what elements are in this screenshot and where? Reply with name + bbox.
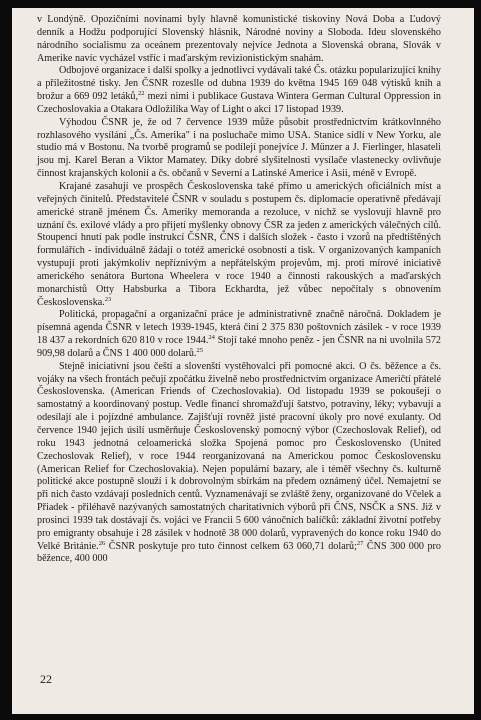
paragraph: Politická, propagační a organizační práce je administrativně značně náročná. Dokladem je písemná agenda ČSNR v letech 1939-1945, která činí 2 375 830 poštovních zásilek - v roce 1939 18 437 a rekordních 620 810 v roce 1944.24 Stojí také mnoho peněz - jen ČSNR na ni uvolnila 572 909,98 dolarů a ČNS 1 400 000 dolarů.$^{25}$ <box>37 309 441 359</box>
page-number: 22 <box>40 672 52 686</box>
footnote-ref: 26 <box>98 539 106 547</box>
footnote-ref: 23 <box>104 295 112 303</box>
body-text <box>37 14 441 566</box>
paragraph: Výhodou ČSNR je, že od 7 července 1939 může působit prostřednictvím krátkovlnného rozhlasového vysílání „Čs. Amerika" i na posluchače mimo USA. Stanice sídlí v New Yorku, ale studio má v Bostonu. Na tvorbě programů se podílejí ponejvíce J. Münzer a J. Fierlinger, hlasateli jsou mj. Karel Beran a Viktor Mamatey. Díky dobré slyšitelnosti vysílače vlastenecky ovlivňuje činnost krajanských kolonií a čs. občanů v Severní a Latinské Americe i Asii, méně v Evropě. <box>37 116 441 180</box>
paragraph: Odbojové organizace i další spolky a jednotlivci vydávali také Čs. otázku popularizující knihy a příležitostné tisky. Jen ČSNR rozeslle od dubna 1939 do května 1945 169 048 výtisků knih a brožur a 669 092 letáků,$^{22}$ mezi nimi i publikace Gustava Wintera German Cultural Oppression in Czechoslovakia a Otakara Odložilíka Way of Light o akci 17 listopad 1939. <box>37 65 441 115</box>
paragraph: Stejně iniciativní jsou čeští a slovenští vystěhovalci při pomocné akci. O čs. běžence a čs. vojáky na všech frontách pečují zpočátku živelně nebo prostřednictvím organizace Američtí přátelé Československa. (American Friends of Czechoslovakia). Od listopadu 1939 se pokoušejí o samostatný a koordinovaný postup. Vedle financí shromažďují šatstvo, potraviny, léky; vybavují a odesílají ale i pojízdné ambulance. Zajišťují rovněž jisté pracovní úkoly pro nové exulanty. Od července 1940 jejich úsilí usměrňuje Československý pomocný výbor (Czechoslovak Relief), od roku 1943 jednotná celoamerická složka Spojená pomoc pro Československo (United Czechoslovak Relief), v roce 1944 reorganizovaná na Americkou pomoc Československu (American Relief for Czechoslovakia). Nejen populární bazary, ale i téměř všechny čs. kulturně politické akce postupně slouží i k dobrovolným sbírkám na předem oznámený účel. Nemajetní se při nich často vzdávají posledních centů. Vyznamenávají se zvláště ženy, organizované do Včelek a Přiadek - přiléhavě nazývaných samostatných charitativních výborů při ČNS, NSČK a SNS. Již v prosinci 1939 tak dostávají čs. vojáci ve Francii 5 600 vánočních balíčků: základní životní potřeby pro emigranty obsahuje i 28 zásilek v hodnotě 38 000 dolarů, vypravených do konce roku 1940 do Velké Británie.$^{26}$ ČSNR poskytuje pro tuto činnost celkem 63 060,71 dolarů;$^{27}$ ČNS 300 000 pro běžence, 400 000 <box>37 360 441 565</box>
document-page <box>12 8 474 714</box>
footnote-ref: 25 <box>196 346 203 354</box>
footnote-ref: 24 <box>208 334 215 342</box>
footnote-ref: 27 <box>356 539 364 547</box>
footnote-ref: 22 <box>138 90 145 98</box>
paragraph: Krajané zasahují ve prospěch Československa také přímo u amerických oficiálních míst a veřejných činitelů. Představitelé ČSNR v souladu s postupem čs. diplomacie operativně předávají americké straně jménem Čs. Ameriky memoranda a rezoluce, v nichž se vyslovují hlavně pro uznání čs. exilové vlády a pro přijetí myšlenky obnovy ČSR za jeden z amerických válečných cílů. Stoupenci hnutí pak podle instrukcí ČSNR, ČNS i dalších složek - často i vzorů na předtištěných formulářích - individuálně žádají o totéž americké osobnosti a tisk. V organizovaných kampaních vystupují proti jakýmkoliv nepříznivým a nepřátelským projevům, mj. proti mírové iniciativě amerického senátora Burtona Wheelera v roce 1940 a činnosti rakouských a maďarských monarchistů Otty Habsburka a Tibora Eckhardta, jež vůbec nepočítaly s obnovením Československa.$^{23}$ <box>37 180 441 308</box>
paragraph: v Londýně. Opozičními novinami byly hlavně komunistické tiskoviny Nová Doba a Ľudový denník a Hodžu podporující Slovenský hlásnik, Národné noviny a Sloboda. Ideu slovenského národního socialismu za oceánem prezentovaly nejvíce Jednota a Slovenská obrana, Slovák v Amerike navíc vycházel vstříc i maďarským revizionistickým snahám. <box>37 14 441 64</box>
